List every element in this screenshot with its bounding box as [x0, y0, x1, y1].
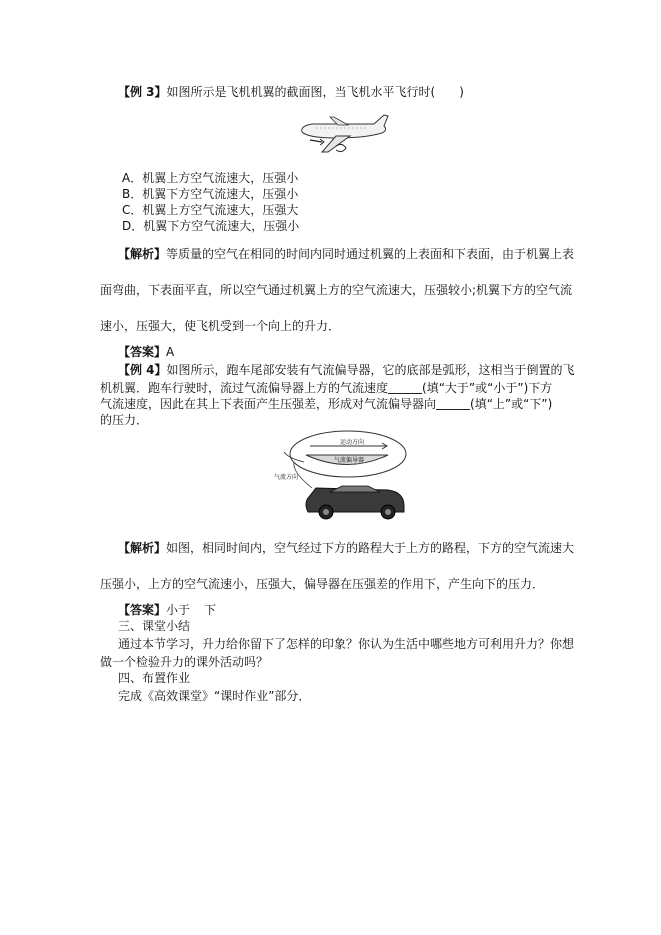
section-4-heading: 四、布置作业 [118, 671, 191, 685]
motion-direction-label: 运动方向 [340, 439, 365, 446]
airflow-direction-label: 气流方向 [274, 474, 299, 481]
example3-question-text: 如图所示是飞机机翼的截面图，当飞机水平飞行时( ) [166, 85, 464, 99]
example4-analysis-line-1: 【解析】如图，相同时间内，空气经过下方的路程大于上方的路程，下方的空气流速大 [118, 541, 575, 555]
example3-answer [118, 344, 174, 360]
race-car-figure [270, 428, 410, 520]
example4-label: 【例 4】 [118, 363, 167, 377]
example4-question-line-4: 的压力． [100, 413, 149, 427]
section-3-heading: 三、课堂小结 [118, 619, 191, 633]
example3-analysis-line-1: 【解析】等质量的空气在相同的时间内同时通过机翼的上表面和下表面，由于机翼上表 [118, 247, 575, 261]
option-a: A．机翼上方空气流速大，压强小 [122, 171, 299, 185]
example3-label: 【例 3】 [118, 85, 167, 99]
answer-label: 【答案】 [118, 345, 167, 359]
blank-1[interactable] [388, 381, 422, 394]
section-4-text: 完成《高效课堂》“课时作业”部分． [118, 689, 311, 703]
section-3-text-line-1: 通过本节学习，升力给你留下了怎样的印象？你认为生活中哪些地方可利用升力？你想 [118, 637, 575, 651]
example4-question-line-3: 气流速度，因此在其上下表面产生压强差，形成对气流偏导器向 (填“上”或“下”) [100, 397, 553, 411]
section-3-text-line-2: 做一个检验升力的课外活动吗？ [100, 655, 269, 669]
answer-value: A [166, 345, 175, 359]
example3-analysis-line-3: 速小，压强大，使飞机受到一个向上的升力． [100, 319, 341, 333]
deflector-label: 气流偏导器 [334, 457, 365, 464]
example4-analysis-line-2: 压强小，上方的空气流速小，压强大，偏导器在压强差的作用下，产生向下的压力． [100, 577, 545, 591]
option-c: C．机翼上方空气流速大，压强大 [122, 203, 299, 217]
example4-question-line-2: 机机翼．跑车行驶时，流过气流偏导器上方的气流速度 (填“大于”或“小于”)下方 [100, 381, 553, 395]
analysis-label: 【解析】 [118, 247, 167, 261]
option-b: B．机翼下方空气流速大，压强小 [122, 187, 299, 201]
example4-question-line-1: 【例 4】如图所示，跑车尾部安装有气流偏导器，它的底部是弧形，这相当于倒置的飞 [118, 363, 575, 377]
blank-2[interactable] [436, 397, 470, 410]
example3-analysis-line-2: 面弯曲，下表面平直，所以空气通过机翼上方的空气流速大，压强较小;机翼下方的空气流 [100, 283, 573, 297]
example3-question [118, 84, 464, 100]
option-d: D．机翼下方空气流速大，压强小 [122, 219, 300, 233]
airplane-figure [296, 112, 392, 158]
example4-answer: 【答案】小于 下 [118, 603, 217, 617]
